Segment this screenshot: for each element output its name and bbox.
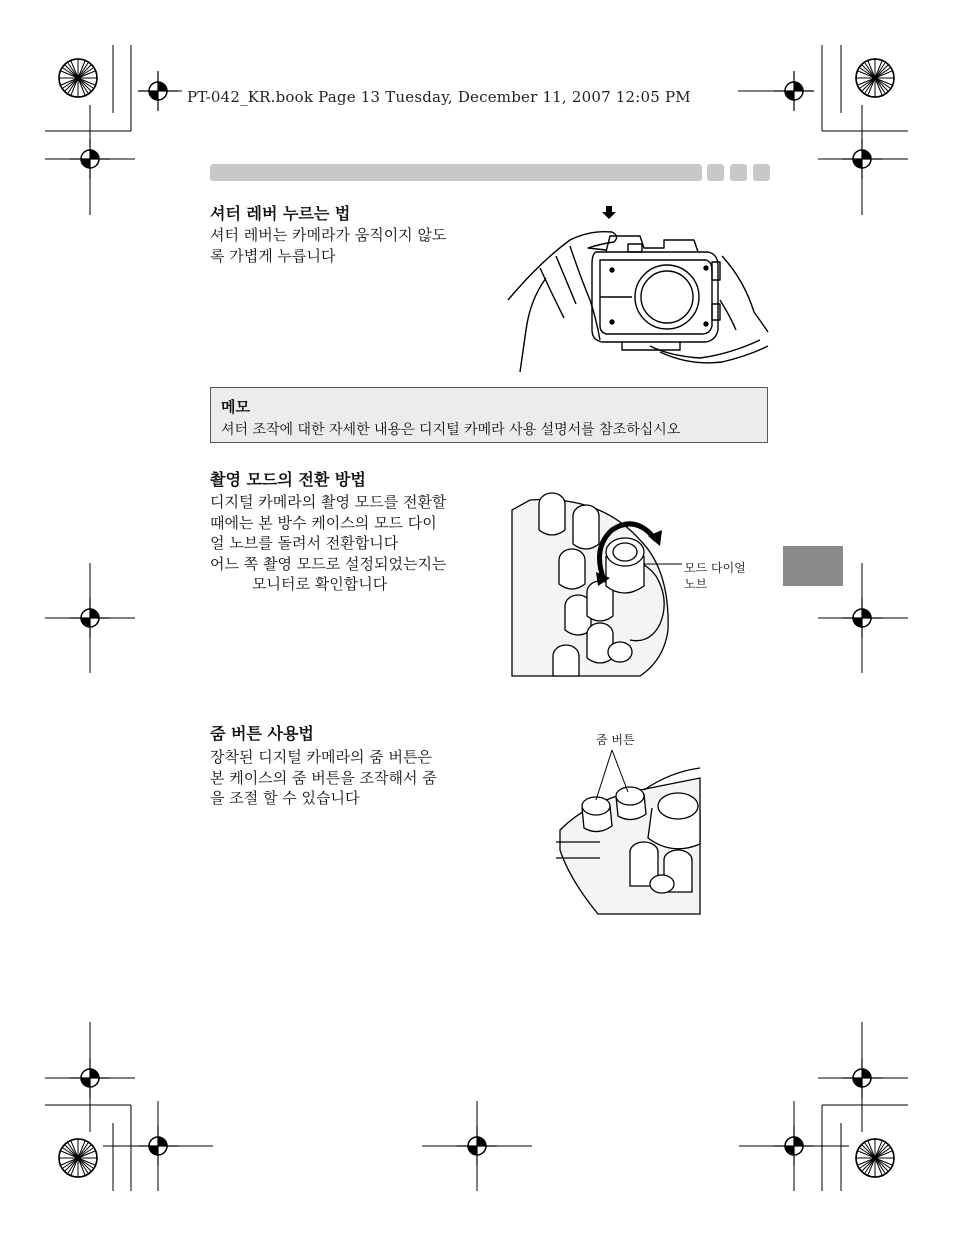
color-target-icon — [59, 59, 97, 97]
text-line: 셔터 레버는 카메라가 움직이지 않도 — [210, 226, 447, 244]
zoom-text — [210, 747, 437, 809]
memo-box — [210, 387, 768, 443]
memo-title: 메모 — [221, 398, 250, 416]
text-line: 때에는 본 방수 케이스의 모드 다이 — [210, 513, 437, 532]
section-title-zoom: 줌 버튼 사용법 — [210, 724, 314, 743]
memo-text: 셔터 조작에 대한 자세한 내용은 디지털 카메라 사용 설명서를 참조하십시오 — [221, 422, 681, 438]
section-title-shutter: 셔터 레버 누르는 법 — [210, 204, 351, 223]
shutter-text — [210, 225, 446, 266]
section-bar-square — [707, 164, 724, 181]
color-target-icon — [856, 1139, 894, 1177]
color-target-icon — [856, 59, 894, 97]
chapter-tab — [783, 546, 843, 586]
section-bar-square — [753, 164, 770, 181]
text-line: 본 케이스의 줌 버튼을 조작해서 줌 — [210, 768, 437, 787]
text-line: 장착된 디지털 카메라의 줌 버튼은 — [210, 748, 432, 766]
text-line: 얼 노브를 돌려서 전환합니다 — [210, 534, 399, 552]
mode-dial-callout — [684, 560, 746, 592]
zoom-button-callout: 줌 버튼 — [596, 733, 635, 747]
callout-line: 노브 — [684, 577, 708, 591]
crop-mark-icon — [45, 45, 908, 1191]
text-line: 디지털 카메라의 촬영 모드를 전환할 — [210, 493, 447, 511]
text-line: 을 조절 할 수 있습니다 — [210, 789, 360, 807]
mode-text — [210, 492, 446, 595]
section-bar — [210, 164, 702, 181]
section-bar-square — [730, 164, 747, 181]
color-target-icon — [59, 1139, 97, 1177]
print-header: PT-042_KR.book Page 13 Tuesday, December 11, 2007 12:05 PM — [187, 88, 691, 106]
text-line: 록 가볍게 누릅니다 — [210, 246, 336, 265]
note-line: 모니터로 확인합니다 — [252, 575, 388, 593]
section-title-mode: 촬영 모드의 전환 방법 — [210, 470, 366, 489]
note-line: 어느 쪽 촬영 모드로 설정되었는지는 — [210, 554, 447, 573]
callout-line: 모드 다이얼 — [684, 561, 746, 575]
registration-mark-icon — [774, 71, 814, 111]
